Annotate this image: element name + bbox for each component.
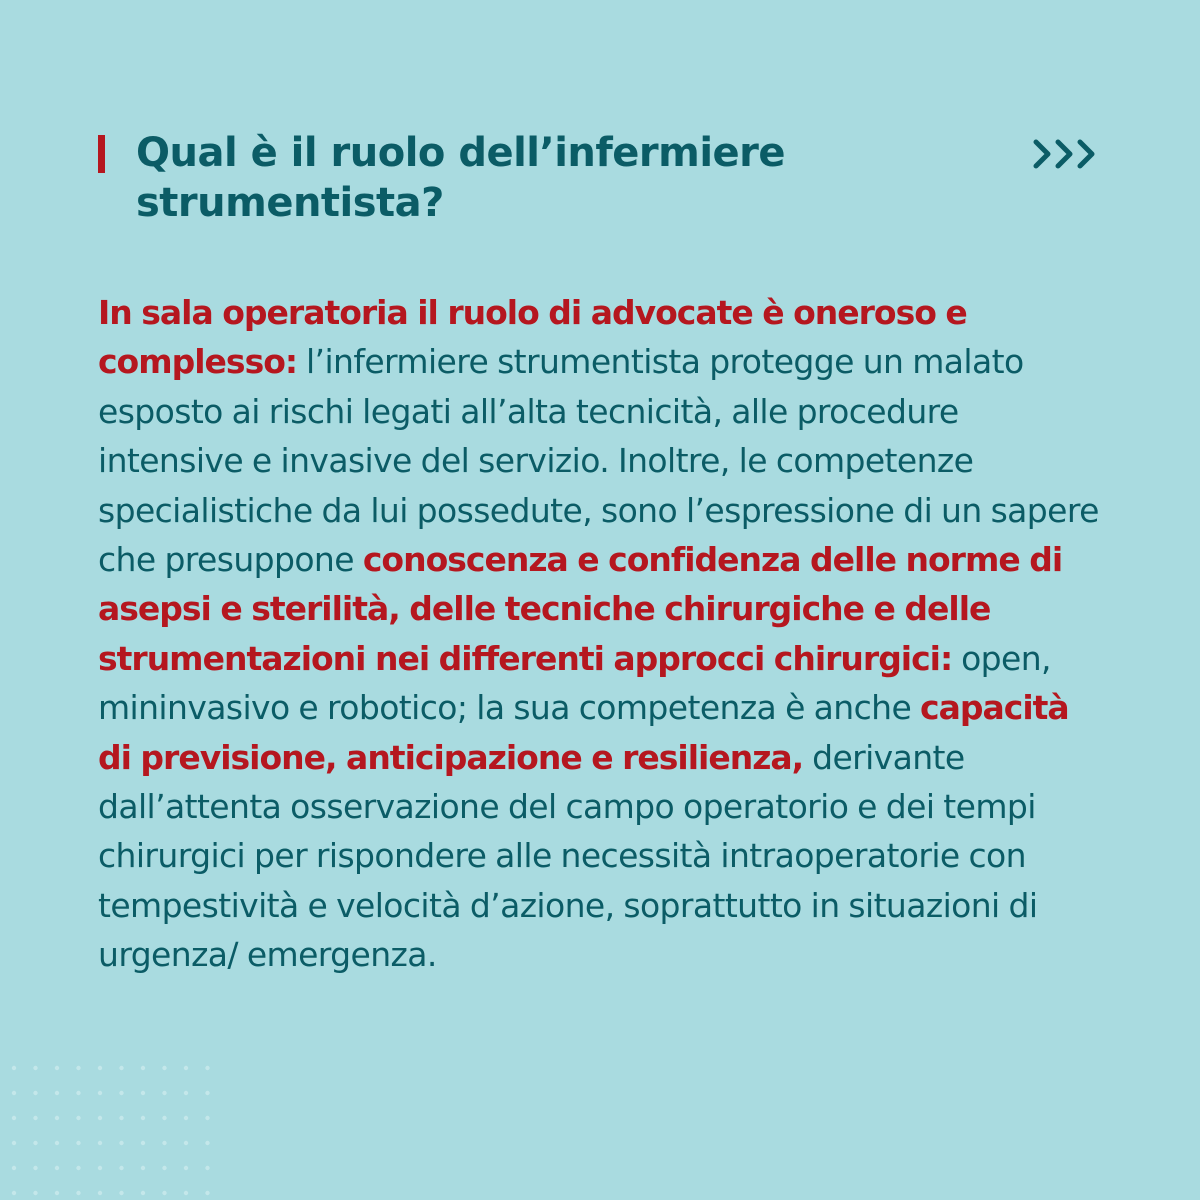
dot (12, 1141, 16, 1145)
dot (98, 1191, 102, 1195)
dot (141, 1191, 145, 1195)
dot (12, 1191, 16, 1195)
dot (162, 1116, 166, 1120)
text-segment-approaches: open, mininvasivo e robotico; la sua competenza è anche (98, 638, 1051, 728)
dot (33, 1091, 37, 1095)
dot (33, 1166, 37, 1170)
text-segment-protection: l’infermiere strumentista protegge un malato esposto ai rischi legati all’alta tecnicità, alle procedure intensive e invasive del servizio. Inoltre, le competenze specialistiche da lui possedute, sono l’espressione di un sapere che presuppone (98, 342, 1099, 580)
dot (205, 1091, 209, 1095)
dot (162, 1191, 166, 1195)
dot (98, 1166, 102, 1170)
dot (76, 1091, 80, 1095)
dot (119, 1116, 123, 1120)
dot (184, 1116, 188, 1120)
dot (119, 1166, 123, 1170)
dot (33, 1141, 37, 1145)
dot (12, 1091, 16, 1095)
page-title: Qual è il ruolo dell’infermiere strumentista? (136, 130, 786, 226)
dot (76, 1166, 80, 1170)
dot (205, 1116, 209, 1120)
dot (162, 1141, 166, 1145)
dot (98, 1091, 102, 1095)
dot (12, 1166, 16, 1170)
dot (55, 1091, 59, 1095)
dot (184, 1091, 188, 1095)
dot (12, 1116, 16, 1120)
dot (162, 1091, 166, 1095)
highlight-advocate-role: In sala operatoria il ruolo di advocate è oneroso e complesso: (98, 293, 967, 382)
dot (119, 1141, 123, 1145)
dot (119, 1066, 123, 1070)
dot (184, 1141, 188, 1145)
dot (141, 1116, 145, 1120)
dot (98, 1066, 102, 1070)
dot (33, 1116, 37, 1120)
dot (55, 1141, 59, 1145)
dot (184, 1066, 188, 1070)
dot (205, 1141, 209, 1145)
dot (55, 1116, 59, 1120)
dot (141, 1066, 145, 1070)
dot (205, 1066, 209, 1070)
dot-grid-pattern-icon (8, 1062, 218, 1200)
dot (76, 1191, 80, 1195)
dot (119, 1191, 123, 1195)
body-paragraph (98, 288, 1108, 980)
triple-chevron-right-icon (1032, 137, 1104, 171)
dot (76, 1141, 80, 1145)
dot (98, 1141, 102, 1145)
dot (141, 1141, 145, 1145)
dot (141, 1166, 145, 1170)
dot (98, 1116, 102, 1120)
dot (205, 1191, 209, 1195)
dot (184, 1191, 188, 1195)
dot (55, 1166, 59, 1170)
dot (55, 1191, 59, 1195)
dot (184, 1166, 188, 1170)
dot (205, 1166, 209, 1170)
dot (141, 1091, 145, 1095)
dot (162, 1166, 166, 1170)
dot (33, 1191, 37, 1195)
highlight-asepsis-knowledge: conoscenza e confidenza delle norme di asepsi e sterilità, delle tecniche chirurgiche e delle strumentazioni nei differenti approcci chirurgici: (98, 540, 1063, 678)
highlight-resilience: capacità di previsione, anticipazione e resilienza, (98, 688, 1069, 777)
dot (33, 1066, 37, 1070)
dot (76, 1066, 80, 1070)
dot (55, 1066, 59, 1070)
dot (76, 1116, 80, 1120)
text-segment-observation: derivante dall’attenta osservazione del campo operatorio e dei tempi chirurgici per rispondere alle necessità intraoperatorie con tempestività e velocità d’azione, soprattutto in situazioni di urgenza/ emergenza. (98, 737, 1038, 975)
title-accent-bar (98, 135, 105, 173)
dot (12, 1066, 16, 1070)
dot (162, 1066, 166, 1070)
dot (119, 1091, 123, 1095)
